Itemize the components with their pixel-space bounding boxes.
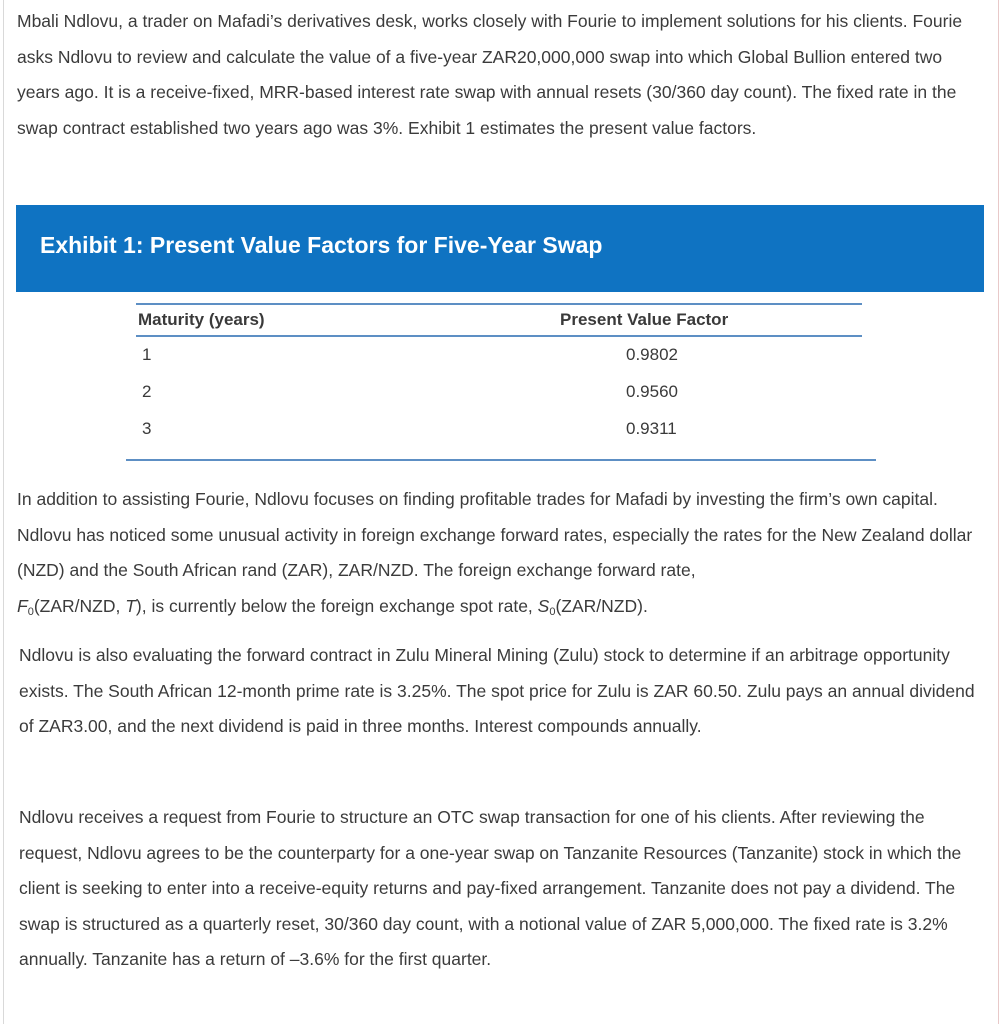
paragraph-tanzanite-swap: Ndlovu receives a request from Fourie to structure an OTC swap transaction for one of his clients. After reviewing the request, Ndlovu agrees to be the counterparty for a one-year swap on Tanzanite Resources (Tanzanite) stock in which the client is seeking to enter into a receive-equity returns and pay-fixed arrangement. Tanzanite does not pay a dividend. The swap is structured as a quarterly reset, 30/360 day count, with a notional value of ZAR 5,000,000. The fixed rate is 3.2% annually. Tanzanite has a return of –3.6% for the first quarter. xyxy=(19,807,962,969)
exhibit-header xyxy=(16,205,984,292)
table-row xyxy=(126,337,876,374)
table-top-rule xyxy=(136,303,862,305)
spot-rate-symbol: S xyxy=(537,595,550,616)
forward-rate-comparison: ), is currently below the foreign exchange spot rate, xyxy=(135,595,538,616)
paragraph-zulu-forward: Ndlovu is also evaluating the forward contract in Zulu Mineral Mining (Zulu) stock to determine if an arbitrage opportunity exists. The South African 12-month prime rate is 3.25%. The spot price for Zulu is ZAR 60.50. Zulu pays an annual dividend of ZAR3.00, and the next dividend is paid in three months. Interest compounds annually. xyxy=(19,645,975,736)
table-row xyxy=(126,374,876,411)
cell-maturity: 2 xyxy=(142,382,152,401)
right-border xyxy=(998,0,999,1024)
table-row xyxy=(126,411,876,448)
forward-rate-args: (ZAR/NZD, xyxy=(33,595,126,616)
cell-maturity: 1 xyxy=(142,345,152,364)
forward-rate-symbol: F xyxy=(17,595,28,616)
cell-pv-factor: 0.9802 xyxy=(626,345,678,364)
forward-rate-subscript: 0 xyxy=(27,605,34,618)
pv-factor-table xyxy=(126,303,876,463)
column-header-maturity: Maturity (years) xyxy=(138,310,265,329)
cell-pv-factor: 0.9560 xyxy=(626,382,678,401)
exhibit-title: Exhibit 1: Present Value Factors for Five-Year Swap xyxy=(40,232,603,258)
left-border xyxy=(3,0,4,1024)
paragraph-fx-forward-text: In addition to assisting Fourie, Ndlovu focuses on finding profitable trades for Mafadi by investing the firm’s own capital. Ndlovu has noticed some unusual activity in foreign exchange forward rates, especially the rates for the New Zealand dollar (NZD) and the South African rand (ZAR), ZAR/NZD. The foreign exchange forward rate, xyxy=(17,489,973,580)
spot-rate-subscript: 0 xyxy=(549,605,556,618)
paragraph-swap-intro: Mbali Ndlovu, a trader on Mafadi’s derivatives desk, works closely with Fourie to implement solutions for his clients. Fourie asks Ndlovu to review and calculate the value of a five-year ZAR20,000,000 swap into which Global Bullion entered two years ago. It is a receive-fixed, MRR-based interest rate swap with annual resets (30/360 day count). The fixed rate in the swap contract established two years ago was 3%. Exhibit 1 estimates the present value factors. xyxy=(17,11,963,138)
paragraph-fx-forward xyxy=(17,482,987,630)
table-bottom-rule xyxy=(126,459,876,461)
column-header-pv-factor: Present Value Factor xyxy=(560,310,729,329)
forward-rate-term: T xyxy=(125,595,136,616)
cell-pv-factor: 0.9311 xyxy=(626,419,677,438)
spot-rate-args: (ZAR/NZD). xyxy=(555,595,648,616)
cell-maturity: 3 xyxy=(142,419,152,438)
